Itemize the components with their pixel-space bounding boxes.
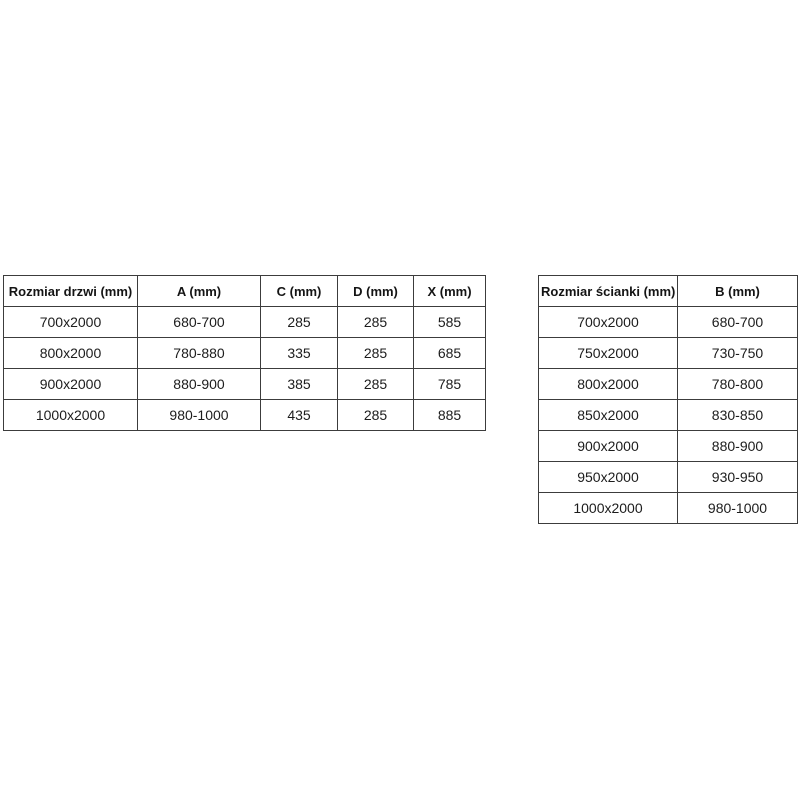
table-cell: 930-950 bbox=[678, 462, 798, 493]
table-cell: 780-880 bbox=[138, 338, 261, 369]
table-cell: 285 bbox=[261, 307, 338, 338]
table-row bbox=[4, 400, 486, 431]
header-row bbox=[539, 276, 798, 307]
table-cell: 685 bbox=[414, 338, 486, 369]
table-cell: 900x2000 bbox=[4, 369, 138, 400]
table-cell: 800x2000 bbox=[539, 369, 678, 400]
wall-sizes-table bbox=[538, 275, 798, 524]
table-cell: 335 bbox=[261, 338, 338, 369]
table-row bbox=[539, 307, 798, 338]
table-cell: 830-850 bbox=[678, 400, 798, 431]
table-cell: 1000x2000 bbox=[4, 400, 138, 431]
table-row bbox=[539, 493, 798, 524]
door-sizes-table bbox=[3, 275, 486, 431]
table-cell: 980-1000 bbox=[138, 400, 261, 431]
table-cell: 750x2000 bbox=[539, 338, 678, 369]
column-header: X (mm) bbox=[414, 276, 486, 307]
table-cell: 385 bbox=[261, 369, 338, 400]
wall-table-header bbox=[539, 276, 798, 307]
column-header: B (mm) bbox=[678, 276, 798, 307]
table-row bbox=[4, 369, 486, 400]
table-cell: 950x2000 bbox=[539, 462, 678, 493]
table-cell: 880-900 bbox=[678, 431, 798, 462]
table-cell: 680-700 bbox=[138, 307, 261, 338]
column-header: A (mm) bbox=[138, 276, 261, 307]
table-row bbox=[539, 338, 798, 369]
table-row bbox=[539, 400, 798, 431]
column-header: Rozmiar drzwi (mm) bbox=[4, 276, 138, 307]
table-cell: 680-700 bbox=[678, 307, 798, 338]
table-row bbox=[539, 431, 798, 462]
table-cell: 800x2000 bbox=[4, 338, 138, 369]
table-cell: 780-800 bbox=[678, 369, 798, 400]
table-cell: 585 bbox=[414, 307, 486, 338]
table-cell: 730-750 bbox=[678, 338, 798, 369]
table-cell: 700x2000 bbox=[539, 307, 678, 338]
table-cell: 285 bbox=[338, 400, 414, 431]
table-cell: 850x2000 bbox=[539, 400, 678, 431]
column-header: C (mm) bbox=[261, 276, 338, 307]
table-cell: 435 bbox=[261, 400, 338, 431]
table-row bbox=[539, 369, 798, 400]
table-cell: 980-1000 bbox=[678, 493, 798, 524]
table-cell: 900x2000 bbox=[539, 431, 678, 462]
table-cell: 1000x2000 bbox=[539, 493, 678, 524]
table-cell: 285 bbox=[338, 369, 414, 400]
table-cell: 285 bbox=[338, 307, 414, 338]
wall-table-body bbox=[539, 307, 798, 524]
table-row bbox=[4, 307, 486, 338]
table-row bbox=[4, 338, 486, 369]
table-cell: 700x2000 bbox=[4, 307, 138, 338]
table-row bbox=[539, 462, 798, 493]
door-table-header bbox=[4, 276, 486, 307]
table-cell: 880-900 bbox=[138, 369, 261, 400]
table-cell: 885 bbox=[414, 400, 486, 431]
column-header: Rozmiar ścianki (mm) bbox=[539, 276, 678, 307]
door-table-body bbox=[4, 307, 486, 431]
table-cell: 785 bbox=[414, 369, 486, 400]
column-header: D (mm) bbox=[338, 276, 414, 307]
table-cell: 285 bbox=[338, 338, 414, 369]
header-row bbox=[4, 276, 486, 307]
